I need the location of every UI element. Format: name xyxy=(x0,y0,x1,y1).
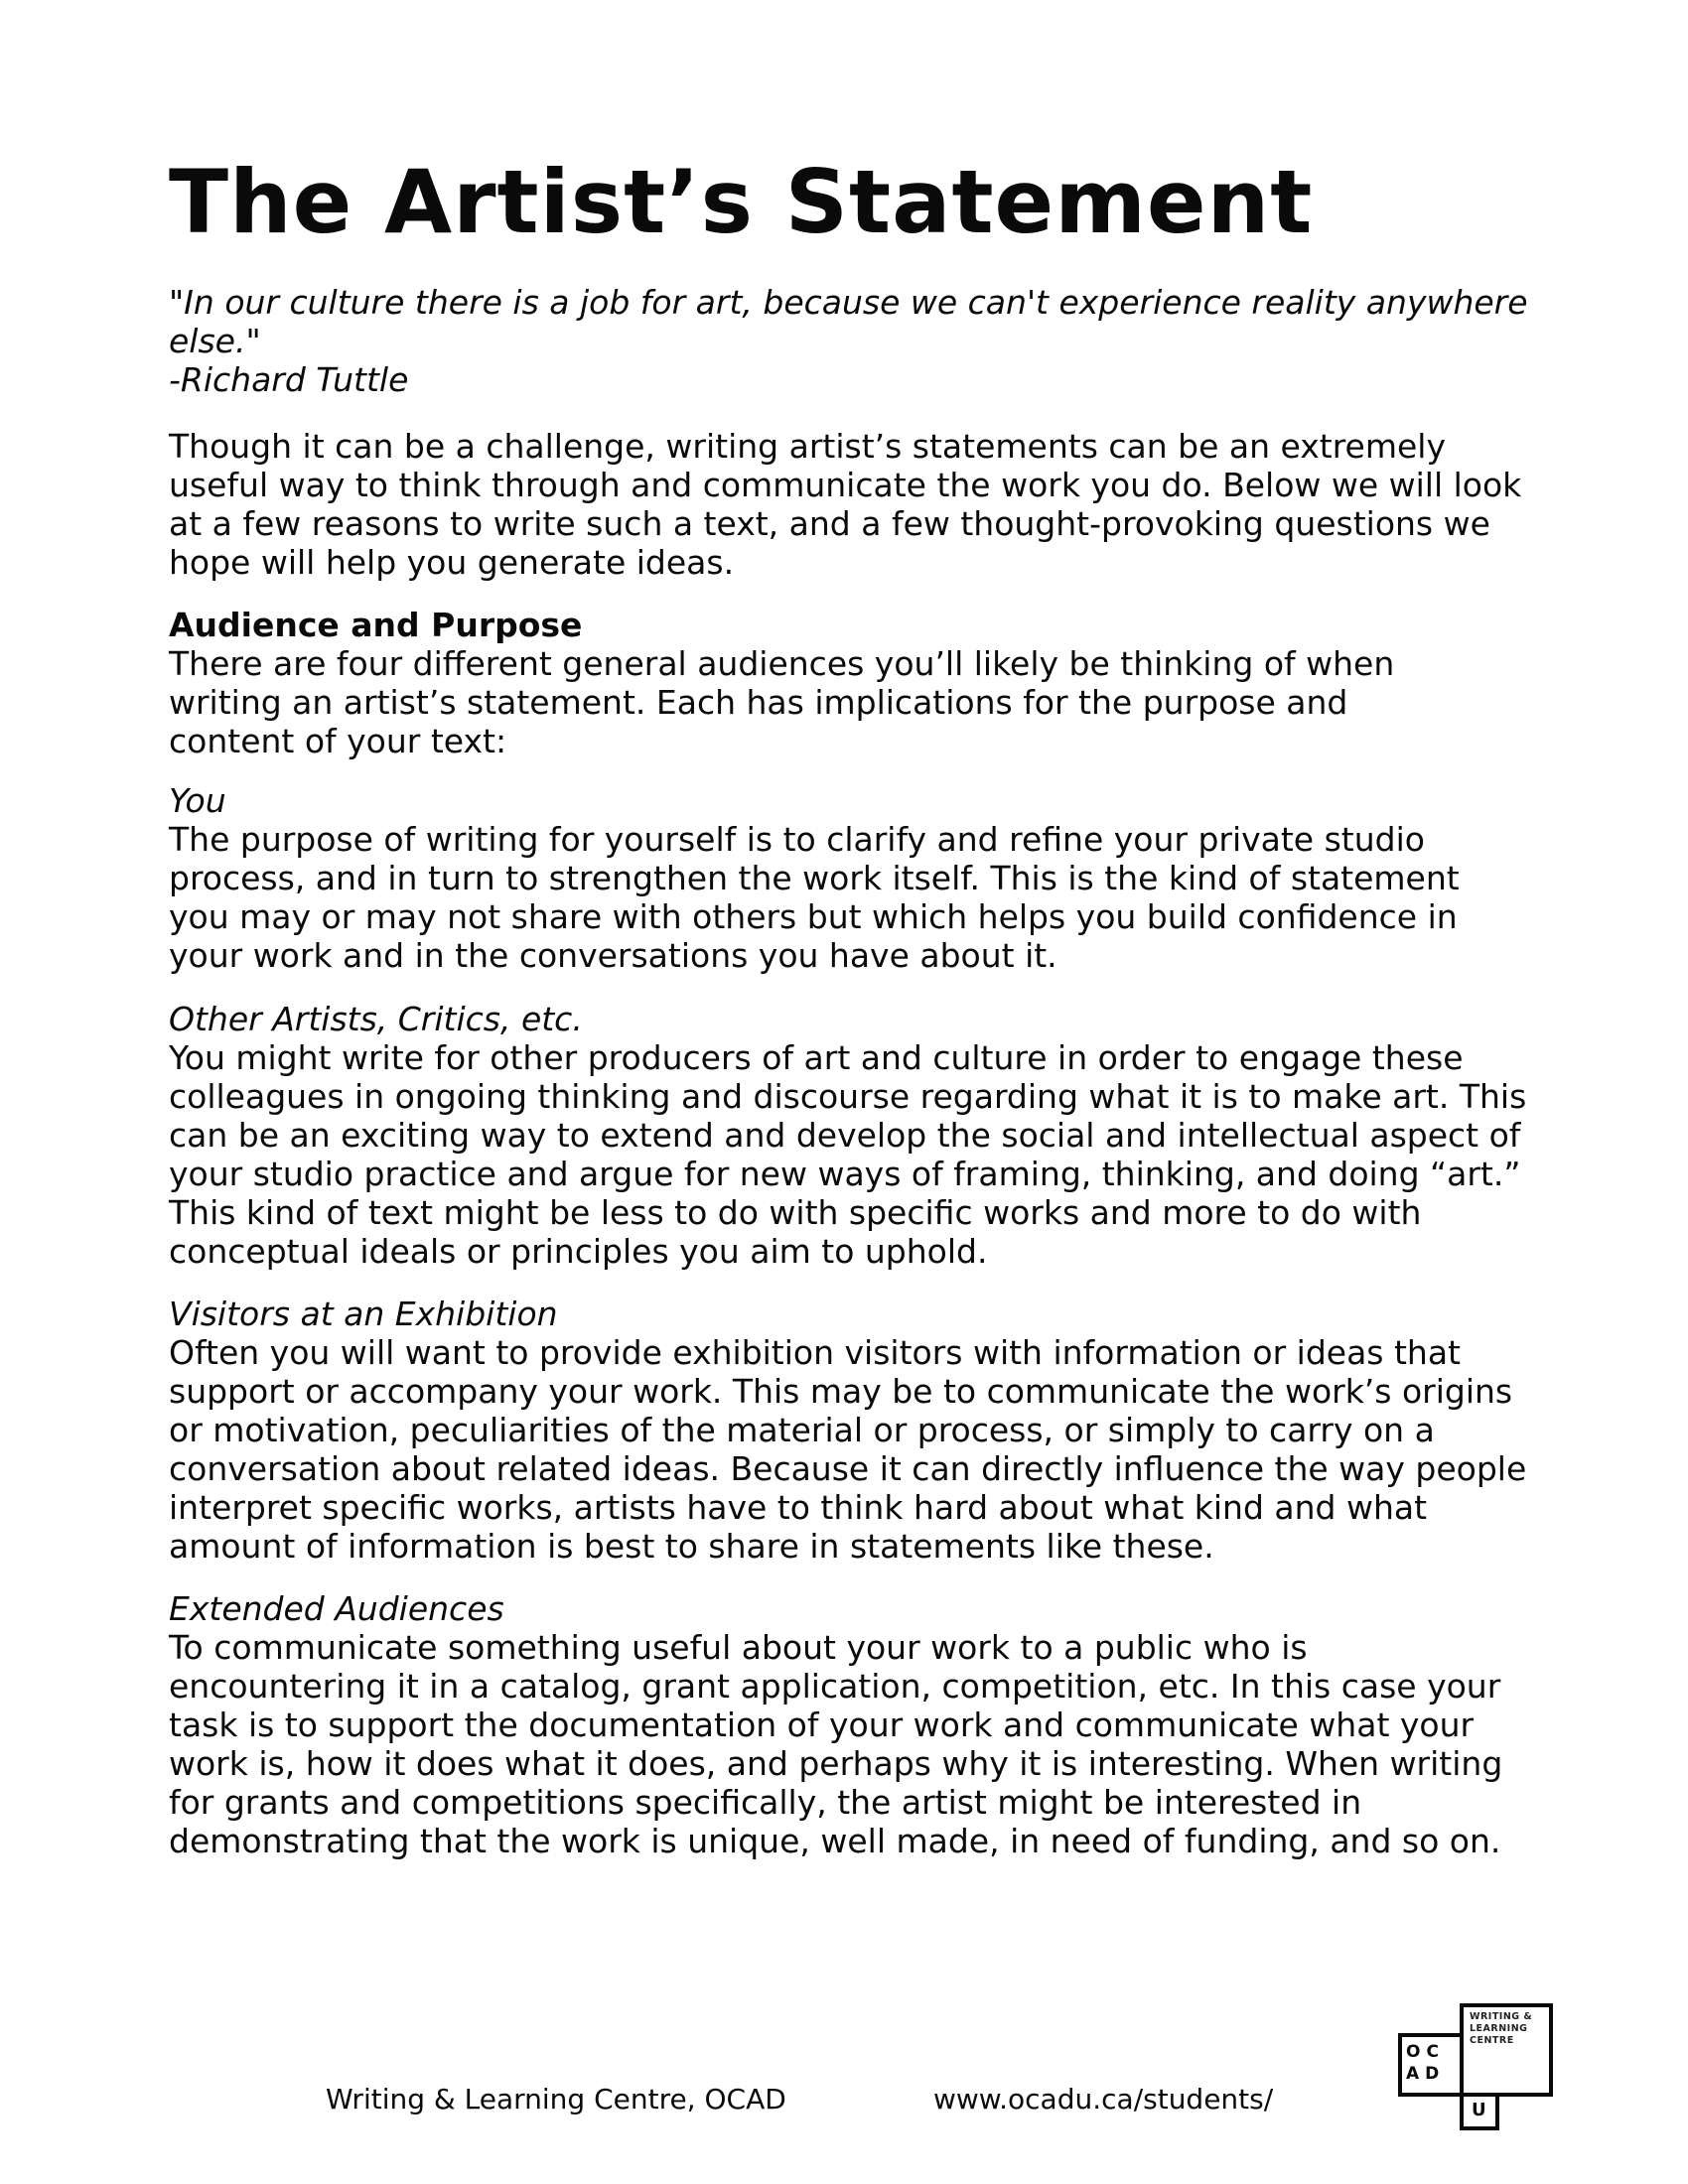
audience-title: You xyxy=(169,781,226,820)
text-line: There are four different general audiences you’ll likely be thinking of when xyxy=(169,644,1395,683)
text-line: content of your text: xyxy=(169,722,507,760)
epigraph-quote xyxy=(169,283,1528,399)
logo-label-line: WRITING & xyxy=(1470,2011,1533,2022)
text-line: conceptual ideals or principles you aim to uphold. xyxy=(169,1232,988,1271)
logo-ocad-bottom: AD xyxy=(1406,2064,1446,2084)
logo-ocad-top: OC xyxy=(1406,2042,1445,2062)
audience-other-artists xyxy=(169,1000,1526,1271)
text-line: amount of information is best to share in statements like these. xyxy=(169,1527,1214,1566)
logo-label-line: LEARNING xyxy=(1470,2023,1528,2034)
text-line: hope will help you generate ideas. xyxy=(169,543,735,582)
audience-visitors xyxy=(169,1295,1526,1566)
text-line: you may or may not share with others but which helps you build confidence in xyxy=(169,897,1458,936)
quote-line: "In our culture there is a job for art, because we can't experience reality anywhere xyxy=(169,283,1528,322)
text-line: task is to support the documentation of your work and communicate what your xyxy=(169,1706,1475,1744)
text-line: conversation about related ideas. Because it can directly influence the way people xyxy=(169,1449,1527,1488)
text-line: process, and in turn to strengthen the work itself. This is the kind of statement xyxy=(169,859,1460,897)
text-line: work is, how it does what it does, and perhaps why it is interesting. When writing xyxy=(169,1744,1503,1783)
text-line: your studio practice and argue for new ways of framing, thinking, and doing “art.” xyxy=(169,1155,1521,1193)
intro-paragraph xyxy=(169,427,1521,582)
footer-url: www.ocadu.ca/students/ xyxy=(933,2083,1274,2116)
text-line: at a few reasons to write such a text, and a few thought-provoking questions we xyxy=(169,504,1490,543)
text-line: Often you will want to provide exhibition visitors with information or ideas that xyxy=(169,1333,1461,1372)
text-line: Though it can be a challenge, writing artist’s statements can be an extremely xyxy=(169,427,1447,466)
text-line: interpret specific works, artists have to think hard about what kind and what xyxy=(169,1488,1428,1527)
text-line: writing an artist’s statement. Each has implications for the purpose and xyxy=(169,683,1348,722)
page-title: The Artist’s Statement xyxy=(169,151,1314,253)
text-line: for grants and competitions specifically, the artist might be interested in xyxy=(169,1783,1362,1822)
text-line: useful way to think through and communicate the work you do. Below we will look xyxy=(169,466,1522,504)
section-heading: Audience and Purpose xyxy=(169,606,583,644)
audience-title: Other Artists, Critics, etc. xyxy=(169,1000,583,1038)
ocad-wlc-logo xyxy=(1398,2003,1553,2130)
quote-attribution: -Richard Tuttle xyxy=(169,360,409,399)
text-line: can be an exciting way to extend and develop the social and intellectual aspect of xyxy=(169,1116,1521,1155)
text-line: demonstrating that the work is unique, well made, in need of funding, and so on. xyxy=(169,1822,1501,1860)
footer-organization: Writing & Learning Centre, OCAD xyxy=(326,2083,786,2116)
audience-title: Extended Audiences xyxy=(169,1589,504,1628)
text-line: or motivation, peculiarities of the material or process, or simply to carry on a xyxy=(169,1411,1435,1449)
logo-label xyxy=(1470,2011,1532,2047)
text-line: To communicate something useful about your work to a public who is xyxy=(169,1628,1308,1667)
audience-extended xyxy=(169,1589,1502,1860)
audience-you xyxy=(169,781,1460,975)
text-line: support or accompany your work. This may be to communicate the work’s origins xyxy=(169,1372,1513,1411)
text-line: The purpose of writing for yourself is to clarify and refine your private studio xyxy=(169,820,1425,859)
audience-title: Visitors at an Exhibition xyxy=(169,1295,558,1333)
text-line: colleagues in ongoing thinking and discourse regarding what it is to make art. This xyxy=(169,1077,1527,1116)
logo-ocad-text xyxy=(1406,2041,1445,2085)
quote-line: else." xyxy=(169,322,261,360)
text-line: This kind of text might be less to do with specific works and more to do with xyxy=(169,1193,1422,1232)
logo-label-line: CENTRE xyxy=(1470,2035,1514,2046)
text-line: encountering it in a catalog, grant application, competition, etc. In this case your xyxy=(169,1667,1501,1706)
logo-u-text: U xyxy=(1472,2100,1486,2120)
text-line: You might write for other producers of art and culture in order to engage these xyxy=(169,1038,1464,1077)
section-intro-paragraph xyxy=(169,644,1394,760)
text-line: your work and in the conversations you have about it. xyxy=(169,936,1057,975)
